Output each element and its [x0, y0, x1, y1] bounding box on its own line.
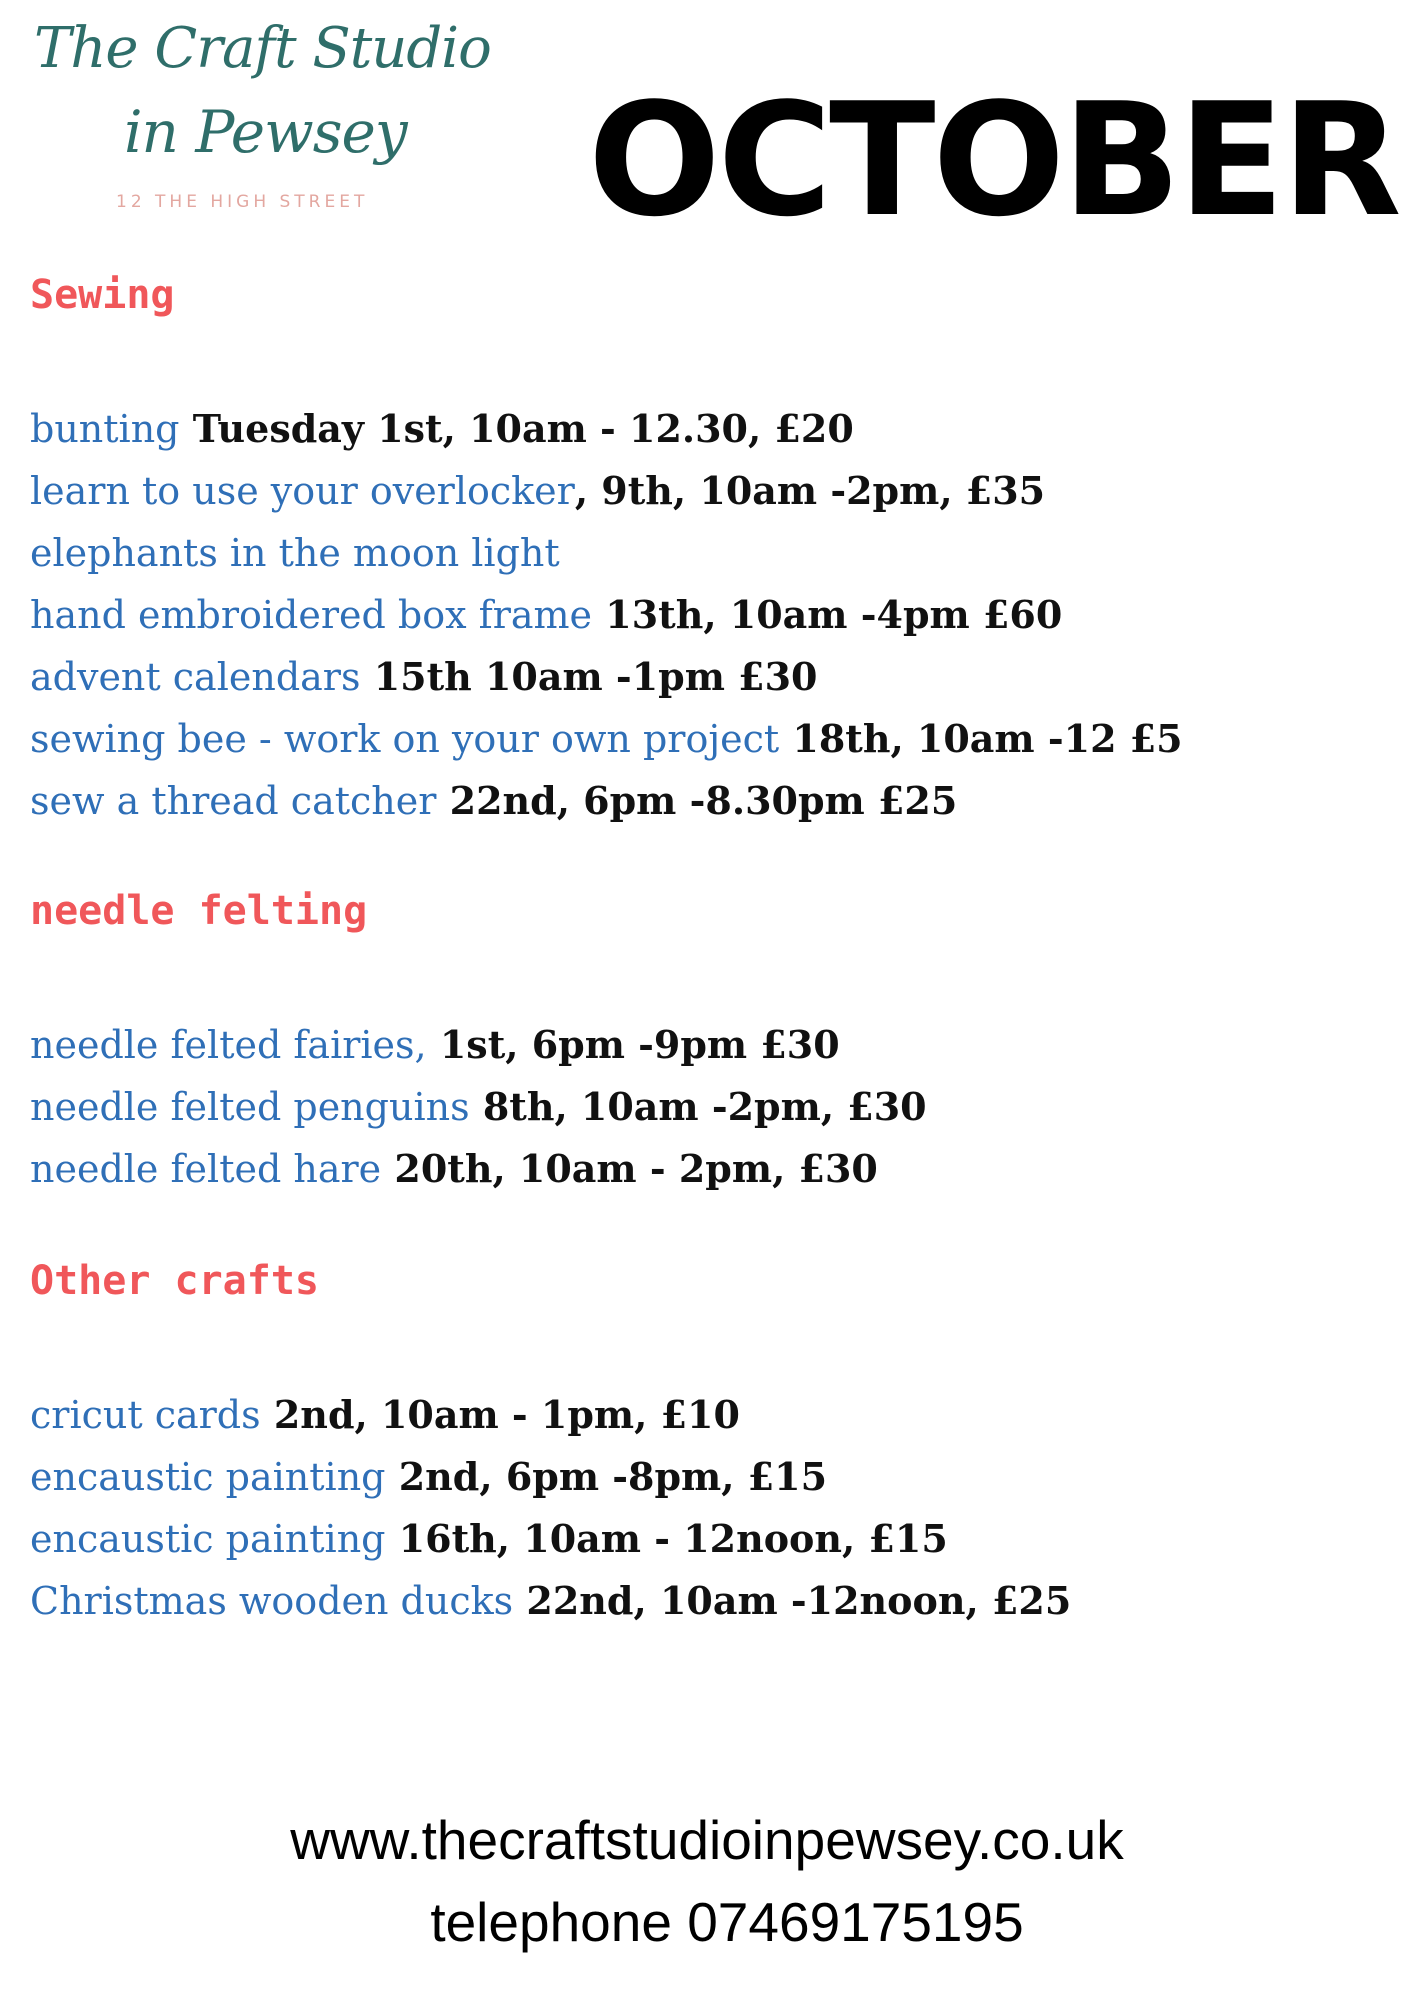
event-details: Tuesday 1st, 10am - 12.30, £20: [179, 406, 854, 451]
logo-address: 12 THE HIGH STREET: [116, 192, 369, 212]
event-details: 13th, 10am -4pm £60: [592, 592, 1063, 637]
event-row: [30, 1014, 927, 1076]
logo-title-line1: The Craft Studio: [34, 16, 491, 81]
section-heading-sewing: Sewing: [30, 272, 175, 318]
event-details: 16th, 10am - 12noon, £15: [385, 1516, 948, 1561]
event-row: [30, 460, 1183, 522]
event-name: needle felted fairies,: [30, 1023, 427, 1067]
month-title: OCTOBER: [588, 69, 1399, 251]
other-crafts-event-list: [30, 1384, 1071, 1632]
studio-logo: [28, 14, 491, 214]
event-row: [30, 1508, 1071, 1570]
event-details: 22nd, 10am -12noon, £25: [513, 1578, 1072, 1623]
event-row: [30, 1570, 1071, 1632]
event-row: [30, 1138, 927, 1200]
event-details: 18th, 10am -12 £5: [779, 716, 1183, 761]
event-name: Christmas wooden ducks: [30, 1579, 514, 1623]
event-name: bunting: [30, 407, 180, 451]
event-name: sewing bee - work on your own project: [30, 717, 780, 761]
event-details: 1st, 6pm -9pm £30: [426, 1022, 840, 1067]
event-row: [30, 708, 1183, 770]
website-link[interactable]: www.thecraftstudioinpewsey.co.uk: [290, 1809, 1124, 1871]
telephone-number: telephone 07469175195: [430, 1891, 1024, 1953]
event-row: [30, 584, 1183, 646]
event-details: 22nd, 6pm -8.30pm £25: [436, 778, 958, 823]
sewing-event-list: [30, 398, 1183, 832]
event-name: advent calendars: [30, 655, 361, 699]
needle-felting-event-list: [30, 1014, 927, 1200]
event-name: needle felted penguins: [30, 1085, 470, 1129]
event-row: [30, 646, 1183, 708]
event-details: 20th, 10am - 2pm, £30: [381, 1146, 878, 1191]
event-name: needle felted hare: [30, 1147, 382, 1191]
section-heading-needle-felting: needle felting: [30, 888, 368, 934]
event-row: [30, 522, 1183, 584]
event-details: 8th, 10am -2pm, £30: [469, 1084, 927, 1129]
event-row: [30, 1384, 1071, 1446]
event-row: [30, 1446, 1071, 1508]
event-name: encaustic painting: [30, 1455, 386, 1499]
event-details: 15th 10am -1pm £30: [360, 654, 818, 699]
section-heading-other-crafts: Other crafts: [30, 1258, 319, 1304]
event-row: [30, 770, 1183, 832]
event-details: 2nd, 6pm -8pm, £15: [385, 1454, 828, 1499]
event-name: hand embroidered box frame: [30, 593, 593, 637]
logo-title-line2: in Pewsey: [124, 98, 407, 166]
event-row: [30, 1076, 927, 1138]
event-row: [30, 398, 1183, 460]
event-details: , 9th, 10am -2pm, £35: [574, 468, 1046, 513]
event-name: encaustic painting: [30, 1517, 386, 1561]
event-name: learn to use your overlocker: [30, 469, 575, 513]
event-name: cricut cards: [30, 1393, 261, 1437]
event-name: elephants in the moon light: [30, 531, 560, 575]
event-details: 2nd, 10am - 1pm, £10: [260, 1392, 740, 1437]
event-name: sew a thread catcher: [30, 779, 437, 823]
